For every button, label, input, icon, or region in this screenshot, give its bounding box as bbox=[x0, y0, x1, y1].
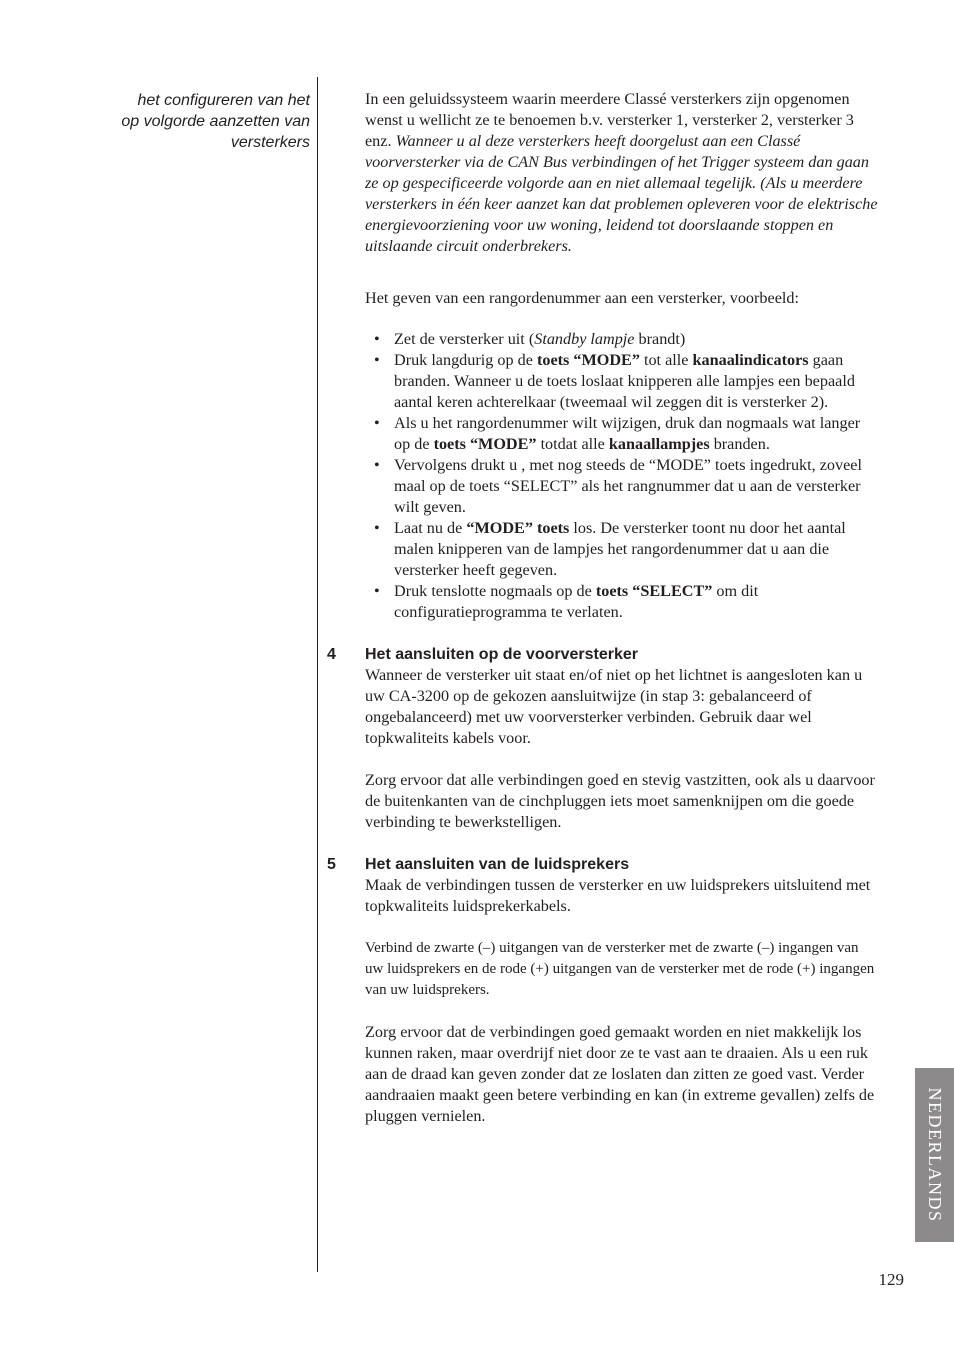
section-5-paragraph-2: Verbind de zwarte (–) uitgangen van de versterker met de zwarte (–) ingangen van uw luidsprekers en de rode (+) uitgangen van de versterker met de rode (+) ingangen van uw luidsprekers. bbox=[365, 940, 875, 998]
section-number: 5 bbox=[327, 856, 336, 873]
section-4-heading bbox=[327, 644, 880, 665]
example-intro: Het geven van een rangordenummer aan een versterker, voorbeeld: bbox=[365, 289, 799, 307]
section-5-paragraph-1: Maak de verbindingen tussen de versterker en uw luidsprekers uitsluitend met topkwaliteits luidsprekerkabels. bbox=[365, 876, 871, 915]
section-title: Het aansluiten op de voorversterker bbox=[365, 646, 638, 663]
list-item: • Druk tenslotte nogmaals op de toets “SELECT” om dit configuratieprogramma te verlaten. bbox=[365, 581, 880, 623]
language-tab-label: NEDERLANDS bbox=[925, 1087, 945, 1223]
main-column bbox=[327, 89, 880, 1127]
page-number: 129 bbox=[878, 1270, 904, 1289]
list-item: • Laat nu de “MODE” toets los. De versterker toont nu door het aantal malen knipperen van de lampjes het rangordenummer dat u aan die versterker heeft gegeven. bbox=[365, 518, 880, 581]
sidenote-line: het configureren van het bbox=[137, 92, 310, 109]
sidenote-line: versterkers bbox=[230, 134, 310, 151]
section-4-paragraph-1: Wanneer de versterker uit staat en/of niet op het lichtnet is aangesloten kan u uw CA-3200 op de gekozen aansluitwijze (in stap 3: gebalanceerd of ongebalanceerd) met uw voorversterker verbinden. Gebruik daar wel topkwaliteits kabels voor. bbox=[365, 666, 863, 747]
list-item: • Druk langdurig op de toets “MODE” tot alle kanaalindicators gaan branden. Wanneer u de toets loslaat knipperen alle lampjes een bepaald aantal keren achterelkaar (tweemaal wil zeggen dit is versterker 2). bbox=[365, 350, 880, 413]
sidenote-line: op volgorde aanzetten van bbox=[121, 113, 310, 130]
intro-paragraph: In een geluidssysteem waarin meerdere Classé versterkers zijn opgenomen wenst u wellicht ze te benoemen b.v. versterker 1, versterker 2, versterker 3 enz. Wanneer u al deze versterkers heeft doorgelust aan een Classé voorversterker via de CAN Bus verbindingen of het Trigger systeem dan gaan ze op gespecificeerde volgorde aan en niet allemaal tegelijk. (Als u meerdere versterkers in één keer aanzet kan dat problemen opleveren voor de elektrische energievoorziening voor uw woning, leidend tot doorslaande stoppen en uitslaande circuit onderbrekers. bbox=[365, 90, 878, 255]
sidenote-heading bbox=[90, 90, 310, 153]
language-tab bbox=[915, 1068, 954, 1242]
section-5-paragraph-3: Zorg ervoor dat de verbindingen goed gemaakt worden en niet makkelijk los kunnen raken, maar overdrijf niet door ze te vast aan te draaien. Als u een ruk aan de draad kan geven zonder dat ze loslaten dan zitten ze goed vast. Verder aandraaien maakt geen betere verbinding en kan (in extreme gevallen) zelfs de pluggen vernielen. bbox=[365, 1023, 875, 1125]
section-5-heading bbox=[327, 854, 880, 875]
section-number: 4 bbox=[327, 646, 336, 663]
list-item: • Als u het rangordenummer wilt wijzigen, druk dan nogmaals wat langer op de toets “MODE” totdat alle kanaallampjes branden. bbox=[365, 413, 880, 455]
section-title: Het aansluiten van de luidsprekers bbox=[365, 856, 630, 873]
section-4-paragraph-2: Zorg ervoor dat alle verbindingen goed en stevig vastzitten, ook als u daarvoor de buitenkanten van de cinchpluggen iets moet samenknijpen om die goede verbinding te bewerkstelligen. bbox=[365, 771, 875, 831]
instruction-list bbox=[365, 329, 880, 623]
vertical-divider bbox=[317, 77, 318, 1272]
list-item: • Vervolgens drukt u , met nog steeds de “MODE” toets ingedrukt, zoveel maal op de toets “SELECT” als het rangnummer dat u aan de versterker wilt geven. bbox=[365, 455, 880, 518]
list-item: • Zet de versterker uit (Standby lampje brandt) bbox=[365, 329, 880, 350]
